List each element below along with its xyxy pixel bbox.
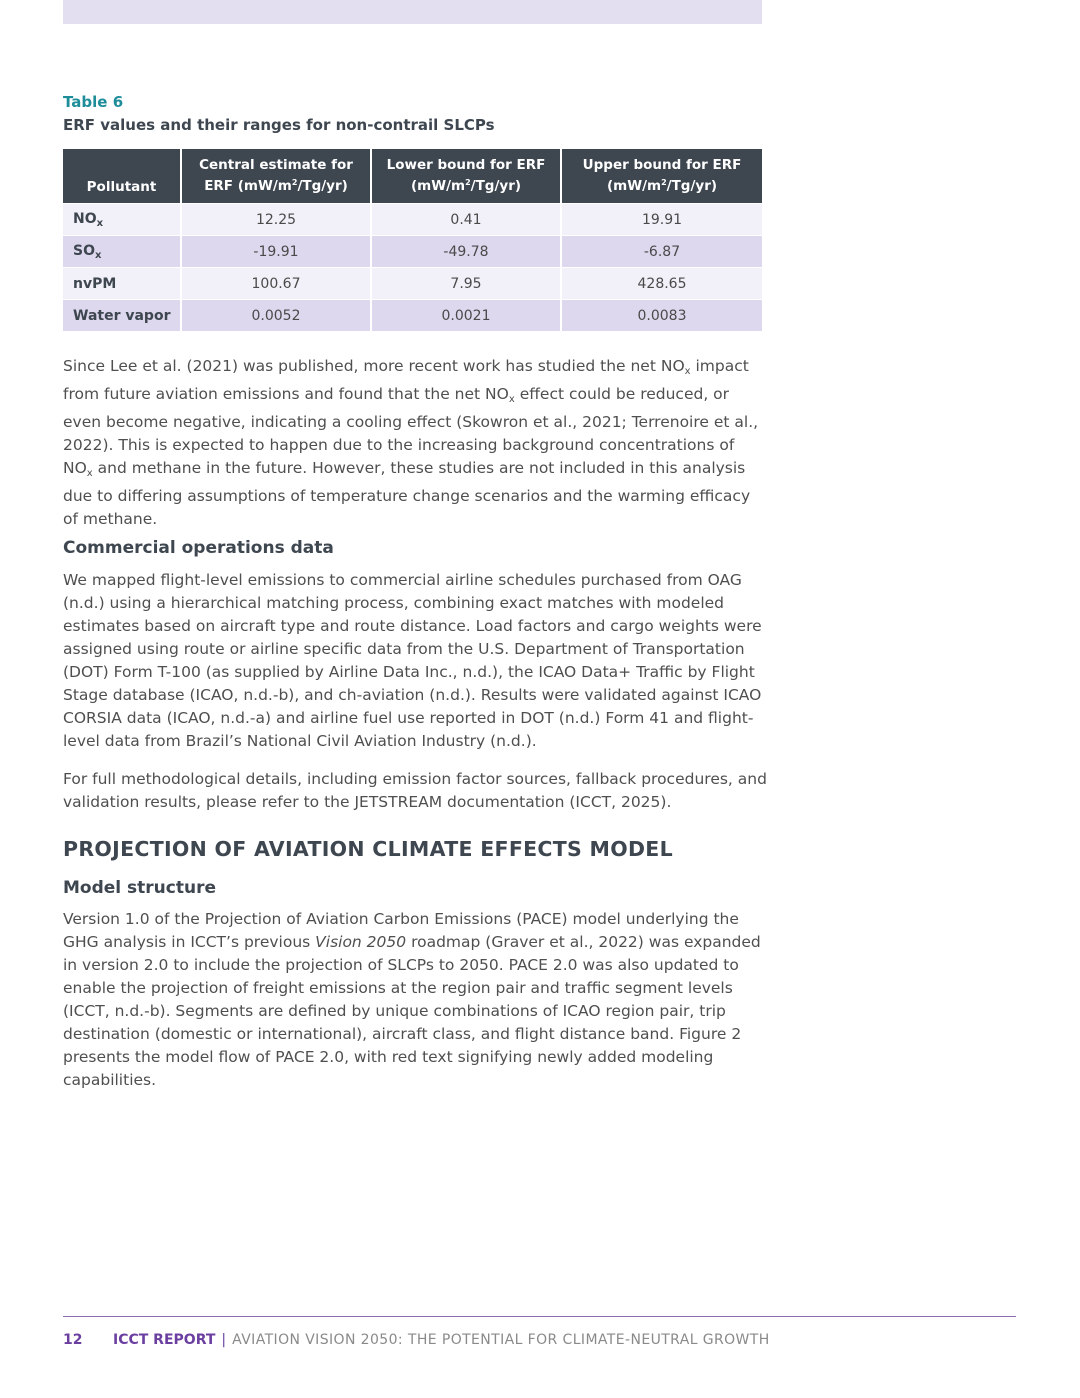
table-row [63, 204, 762, 236]
table-title: ERF values and their ranges for non-contrail SLCPs [63, 116, 495, 134]
header-central: Central estimate for ERF $(mW/m^2/Tg/yr)$ [181, 149, 371, 204]
table-header-row [63, 149, 762, 204]
report-label: ICCT REPORT [113, 1332, 216, 1348]
header-lower: Lower bound for ERF $(mW/m^2/Tg/yr)$ [371, 149, 561, 204]
upper-cell: -6.87 [561, 236, 762, 268]
pollutant-cell: $SO_x$ [63, 236, 181, 268]
table-row [63, 236, 762, 268]
upper-cell: 0.0083 [561, 300, 762, 332]
lower-cell: 7.95 [371, 268, 561, 300]
footer-divider [63, 1316, 1016, 1317]
footer-separator: | [221, 1332, 227, 1348]
central-cell: 12.25 [181, 204, 371, 236]
pollutant-cell: Water vapor [63, 300, 181, 332]
heading-commercial-operations: Commercial operations data [63, 538, 334, 558]
header-pollutant: Pollutant [63, 149, 181, 204]
paragraph-nox-impact: Since Lee et al. (2021) was published, more recent work has studied the net $NO_x$ impact from future aviation emissions and found that the net $NO_x$ effect could be reduced, or even become negative, indicating a cooling effect (Skowron et al., 2021; Terrenoire et al., 2022). This is expected to happen due to the increasing background concentrations of $NO_x$ and methane in the future. However, these studies are not included in this analysis due to differing assumptions of temperature change scenarios and the warming efficacy of methane. [63, 357, 759, 528]
table-label: Table 6 [63, 93, 124, 111]
lower-cell: -49.78 [371, 236, 561, 268]
top-shaded-band [63, 0, 762, 24]
report-title: AVIATION VISION 2050: THE POTENTIAL FOR CLIMATE-NEUTRAL GROWTH [232, 1332, 770, 1348]
header-upper: Upper bound for ERF $(mW/m^2/Tg/yr)$ [561, 149, 762, 204]
paragraph-methodology: For full methodological details, including emission factor sources, fallback procedures, and validation results, please refer to the JETSTREAM documentation (ICCT, 2025). [63, 770, 767, 811]
table-row [63, 300, 762, 332]
pollutant-cell: $NO_x$ [63, 204, 181, 236]
paragraph-model-structure: Version 1.0 of the Projection of Aviation Carbon Emissions (PACE) model underlying the GHG analysis in ICCT’s previous Vision 2050 roadmap (Graver et al., 2022) was expanded in version 2.0 to include the projection of SLCPs to 2050. PACE 2.0 was also updated to enable the projection of freight emissions at the region pair and traffic segment levels (ICCT, n.d.-b). Segments are defined by unique combinations of ICAO region pair, trip destination (domestic or international), aircraft class, and flight distance band. Figure 2 presents the model flow of PACE 2.0, with red text signifying newly added modeling capabilities. [63, 910, 761, 1089]
heading-model-structure: Model structure [63, 878, 216, 898]
page-number: 12 [63, 1332, 83, 1348]
paragraph-commercial-operations: We mapped flight-level emissions to commercial airline schedules purchased from OAG (n.d.) using a hierarchical matching process, combining exact matches with modeled estimates based on aircraft type and route distance. Load factors and cargo weights were assigned using route or airline specific data from the U.S. Department of Transportation (DOT) Form T-100 (as supplied by Airline Data Inc., n.d.), the ICAO Data+ Traffic by Flight Stage database (ICAO, n.d.-b), and ch-aviation (n.d.). Results were validated against ICAO CORSIA data (ICAO, n.d.-a) and airline fuel use reported in DOT (n.d.) Form 41 and flight-level data from Brazil’s National Civil Aviation Industry (n.d.). [63, 571, 762, 750]
central-cell: 0.0052 [181, 300, 371, 332]
central-cell: -19.91 [181, 236, 371, 268]
central-cell: 100.67 [181, 268, 371, 300]
table-row [63, 268, 762, 300]
heading-projection-model: PROJECTION OF AVIATION CLIMATE EFFECTS MODEL [63, 837, 673, 861]
pollutant-cell: nvPM [63, 268, 181, 300]
upper-cell: 19.91 [561, 204, 762, 236]
page-footer [63, 1332, 770, 1348]
lower-cell: 0.0021 [371, 300, 561, 332]
lower-cell: 0.41 [371, 204, 561, 236]
upper-cell: 428.65 [561, 268, 762, 300]
erf-table [63, 149, 762, 331]
